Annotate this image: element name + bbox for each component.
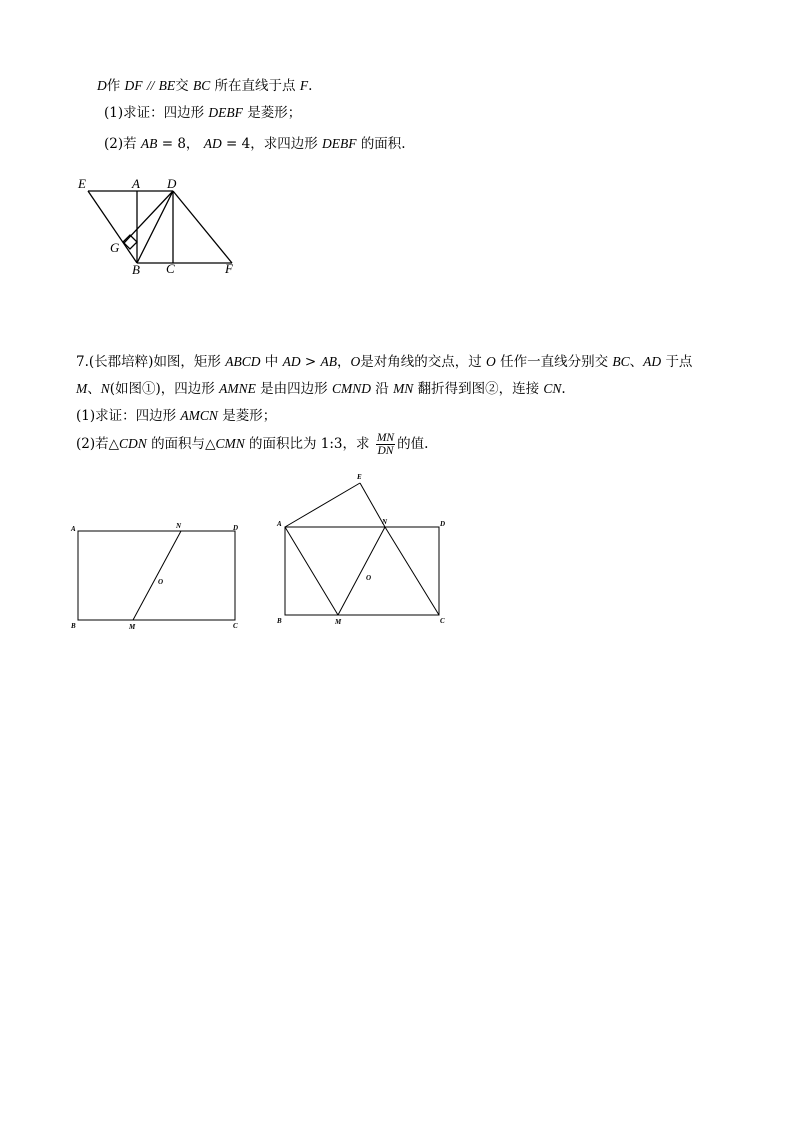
p6-figure: [70, 170, 250, 280]
p7-line1: 7.(长郡培粹)如图，矩形 ABCD 中 AD > AB，O是对角线的交点，过 O 任作一直线分别交 BC、AD 于点: [76, 354, 693, 370]
p6-question2: (2)若 AB = 8， AD = 4，求四边形 DEBF 的面积.: [104, 136, 406, 152]
label-n: N: [176, 522, 182, 530]
p7-question2: (2)若△CDN 的面积与△CMN 的面积比为 1:3，求 $\frac{MN}{DN}$ 的值.: [76, 432, 429, 457]
label-g: G: [110, 240, 120, 255]
label-d: D: [440, 520, 446, 528]
label-d: D: [167, 176, 177, 191]
label-b: B: [71, 622, 76, 630]
label-n: N: [382, 518, 388, 526]
fraction-mn-dn: $\frac{MN}{DN}$: [376, 432, 395, 457]
label-c: C: [166, 261, 175, 276]
label-a: A: [132, 176, 140, 191]
p7-figure-2: [270, 470, 452, 632]
label-f: F: [225, 261, 233, 276]
p6-question1: (1)求证：四边形 DEBF 是菱形；: [104, 105, 302, 121]
label-m: M: [129, 623, 136, 631]
label-o: O: [158, 578, 164, 586]
label-m: M: [335, 618, 342, 626]
label-d: D: [233, 524, 239, 532]
label-b: B: [132, 262, 140, 277]
label-c: C: [440, 617, 445, 625]
p7-line2: M、N(如图①)，四边形 AMNE 是由四边形 CMND 沿 MN 翻折得到图②，连接 CN.: [76, 381, 566, 397]
p6-line1: D作 DF // BE交 BC 所在直线于点 F.: [97, 78, 313, 94]
label-e: E: [357, 473, 362, 481]
label-e: E: [78, 176, 86, 191]
p7-question1: (1)求证：四边形 AMCN 是菱形；: [76, 408, 277, 424]
label-a: A: [277, 520, 282, 528]
label-a: A: [71, 525, 76, 533]
label-o: O: [366, 574, 372, 582]
point-d: D: [97, 78, 107, 93]
label-b: B: [277, 617, 282, 625]
p7-figure-1: [66, 518, 246, 632]
label-c: C: [233, 622, 238, 630]
